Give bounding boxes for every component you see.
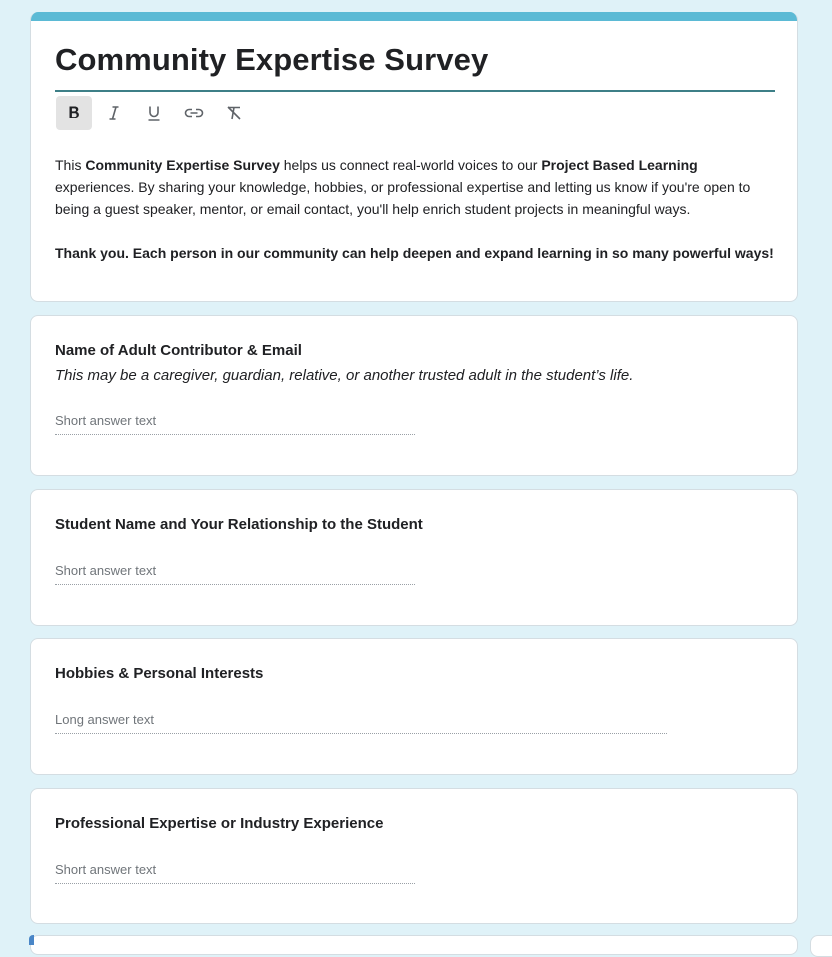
description-text: experiences. By sharing your knowledge, hobbies, or professional expertise and letting us know if you're open to being a guest speaker, mentor, or email contact, you'll help enrich student projects in meaningful ways. xyxy=(55,179,751,217)
italic-button[interactable] xyxy=(96,96,132,130)
form-description[interactable] xyxy=(55,154,775,264)
question-title: Professional Expertise or Industry Experience xyxy=(55,815,384,832)
clear-format-icon xyxy=(225,104,243,122)
form-header-card[interactable] xyxy=(30,12,798,302)
clear-formatting-button[interactable] xyxy=(216,96,252,130)
title-underline xyxy=(55,90,775,92)
short-answer-field[interactable]: Short answer text xyxy=(55,563,415,585)
underline-icon xyxy=(145,104,163,122)
description-paragraph xyxy=(55,154,775,220)
text-format-toolbar xyxy=(56,96,252,130)
form-title[interactable]: Community Expertise Survey xyxy=(55,42,489,77)
question-card[interactable] xyxy=(30,788,798,924)
bold-button[interactable] xyxy=(56,96,92,130)
thank-you-bold: Thank you. Each person in our community can help deepen and expand learning in so many powerful ways! xyxy=(55,245,774,261)
selected-card-accent xyxy=(29,935,34,945)
question-card[interactable] xyxy=(30,638,798,775)
question-title: Name of Adult Contributor & Email xyxy=(55,342,302,359)
description-text: This xyxy=(55,157,86,173)
italic-icon xyxy=(105,104,123,122)
short-answer-field[interactable]: Short answer text xyxy=(55,862,415,884)
short-answer-field[interactable]: Short answer text xyxy=(55,413,415,435)
question-title: Hobbies & Personal Interests xyxy=(55,665,264,682)
question-card[interactable] xyxy=(30,489,798,626)
bold-icon xyxy=(65,104,83,122)
link-icon xyxy=(183,104,205,122)
description-text: helps us connect real-world voices to our xyxy=(279,157,542,173)
question-description: This may be a caregiver, guardian, relative, or another trusted adult in the student’s life. xyxy=(55,367,634,384)
description-bold-pbl: Project Based Learning xyxy=(541,157,698,173)
floating-toolbar-edge xyxy=(810,935,832,957)
underline-button[interactable] xyxy=(136,96,172,130)
next-question-card[interactable] xyxy=(30,935,798,955)
header-accent-strip xyxy=(31,12,797,21)
question-title: Student Name and Your Relationship to the Student xyxy=(55,516,423,533)
thank-you-text xyxy=(55,242,775,264)
question-card[interactable] xyxy=(30,315,798,476)
description-bold-survey: Community Expertise Survey xyxy=(85,157,280,173)
link-button[interactable] xyxy=(176,96,212,130)
long-answer-field[interactable]: Long answer text xyxy=(55,712,667,734)
